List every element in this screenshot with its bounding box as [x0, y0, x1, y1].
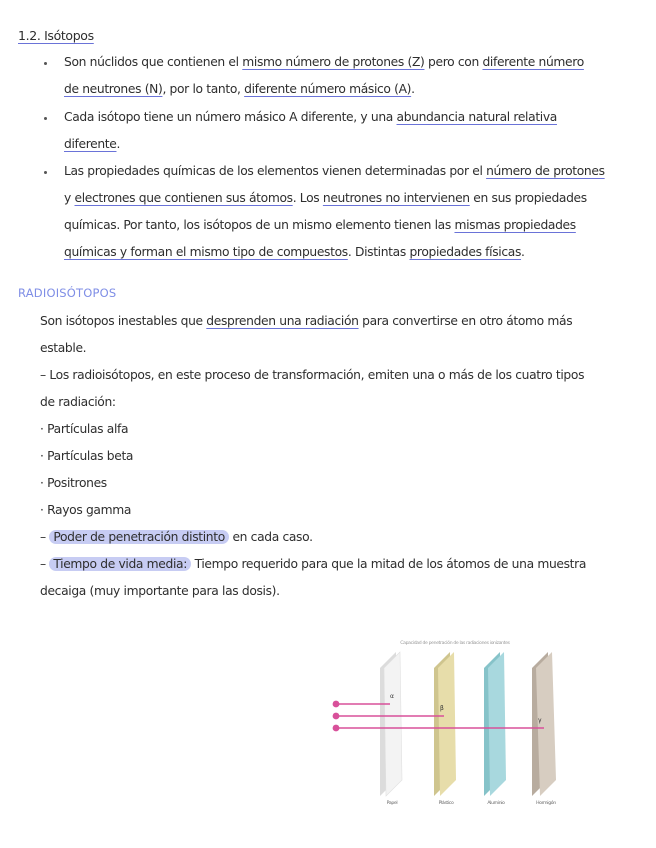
- bullet-3-line-3: [64, 216, 576, 234]
- section-title-text: 1.2. Isótopos: [18, 28, 94, 43]
- text-run: Cada isótopo tiene un número másico A diferente, y una: [64, 110, 397, 124]
- radio-line-penetration: [40, 528, 313, 546]
- underlined-run: propiedades físicas: [409, 245, 522, 259]
- text-run: · Partículas beta: [40, 449, 134, 463]
- text-run: pero con: [424, 55, 483, 69]
- text-run: –: [40, 530, 50, 544]
- barrier-label-plastic: Plástico: [438, 801, 454, 806]
- highlighted-run: Poder de penetración distinto: [49, 530, 229, 544]
- underlined-run: diferente número másico (A): [244, 82, 412, 96]
- text-run: , por lo tanto,: [162, 82, 245, 96]
- underlined-run: mismo número de protones (Z): [242, 55, 425, 69]
- underlined-run: electrones que contienen sus átomos: [74, 191, 293, 205]
- radio-line-3: [40, 366, 584, 384]
- text-run: decaiga (muy importante para las dosis).: [40, 584, 280, 598]
- text-run: Las propiedades químicas de los elementos vienen determinadas por el: [64, 164, 487, 178]
- section-title: [18, 27, 94, 45]
- text-run: en cada caso.: [228, 530, 313, 544]
- barrier-paper: [384, 652, 402, 796]
- text-run: . Distintas: [347, 245, 410, 259]
- bullet-dot: [44, 117, 47, 120]
- ray-beta-label: β: [440, 705, 444, 712]
- bullet-dot: [44, 62, 47, 65]
- text-run: – Los radioisótopos, en este proceso de transformación, emiten una o más de los cuatro tipos: [40, 368, 585, 382]
- bullet-1-line-2: [64, 80, 415, 98]
- radiation-type-positron: [40, 474, 107, 492]
- radioisotopes-heading: [18, 284, 116, 302]
- text-run: estable.: [40, 341, 87, 355]
- text-run: .: [521, 245, 525, 259]
- text-run: .: [116, 137, 121, 151]
- radio-line-half-life-2: [40, 582, 280, 600]
- text-run: de radiación:: [40, 395, 116, 409]
- radio-line-1: [40, 312, 572, 330]
- text-run: –: [40, 557, 50, 571]
- text-run: Son isótopos inestables que: [40, 314, 207, 328]
- text-run: químicas. Por tanto, los isótopos de un mismo elemento tienen las: [64, 218, 455, 232]
- bullet-1-line-1: [64, 53, 584, 71]
- bullet-2-line-2: [64, 135, 120, 153]
- figure-title: Capacidad de penetración de las radiaciones ionizantes: [400, 641, 510, 646]
- barrier-label-paper: Papel: [386, 801, 398, 806]
- radiation-type-alpha: [40, 420, 128, 438]
- radiation-type-gamma: [40, 501, 131, 519]
- bullet-3-line-2: [64, 189, 587, 207]
- radiation-type-beta: [40, 447, 133, 465]
- ray-gamma-label: γ: [538, 717, 542, 724]
- bullet-dot: [44, 171, 47, 174]
- underlined-run: neutrones no intervienen: [322, 191, 470, 205]
- text-run: para convertirse en otro átomo más: [358, 314, 573, 328]
- radio-line-2: [40, 339, 86, 357]
- radioisotopes-heading-text: RADIOISÓTOPOS: [18, 286, 117, 300]
- text-run: . Los: [292, 191, 323, 205]
- bullet-3-line-1: [64, 162, 605, 180]
- underlined-run: abundancia natural relativa: [396, 110, 557, 124]
- text-run: · Rayos gamma: [40, 503, 132, 517]
- barrier-plastic: [438, 652, 456, 796]
- underlined-run: diferente: [64, 137, 117, 151]
- highlighted-run: Tiempo de vida media:: [49, 557, 191, 571]
- ray-beta-source: [333, 713, 340, 720]
- text-run: en sus propiedades: [469, 191, 587, 205]
- underlined-run: número de protones: [486, 164, 605, 178]
- ray-alpha-source: [333, 701, 340, 708]
- text-run: y: [64, 191, 75, 205]
- text-run: .: [411, 82, 415, 96]
- underlined-run: mismas propiedades: [454, 218, 576, 232]
- barrier-aluminium: [488, 652, 506, 796]
- underlined-run: desprenden una radiación: [206, 314, 359, 328]
- ray-alpha-label: α: [390, 693, 394, 700]
- bullet-3-line-4: [64, 243, 525, 261]
- underlined-run: diferente número: [482, 55, 584, 69]
- barrier-label-aluminium: Aluminio: [487, 801, 505, 806]
- bullet-2-line-1: [64, 108, 557, 126]
- text-run: · Positrones: [40, 476, 107, 490]
- underlined-run: químicas y forman el mismo tipo de compuestos: [64, 245, 348, 259]
- penetration-diagram: [330, 636, 580, 811]
- underlined-run: de neutrones (N): [64, 82, 163, 96]
- text-run: Son núclidos que contienen el: [64, 55, 243, 69]
- radio-line-half-life: [40, 555, 586, 573]
- text-run: · Partículas alfa: [40, 422, 129, 436]
- barrier-label-concrete: Hormigón: [536, 801, 556, 806]
- text-run: Tiempo requerido para que la mitad de los átomos de una muestra: [191, 557, 587, 571]
- ray-gamma-source: [333, 725, 340, 732]
- radio-line-4: [40, 393, 116, 411]
